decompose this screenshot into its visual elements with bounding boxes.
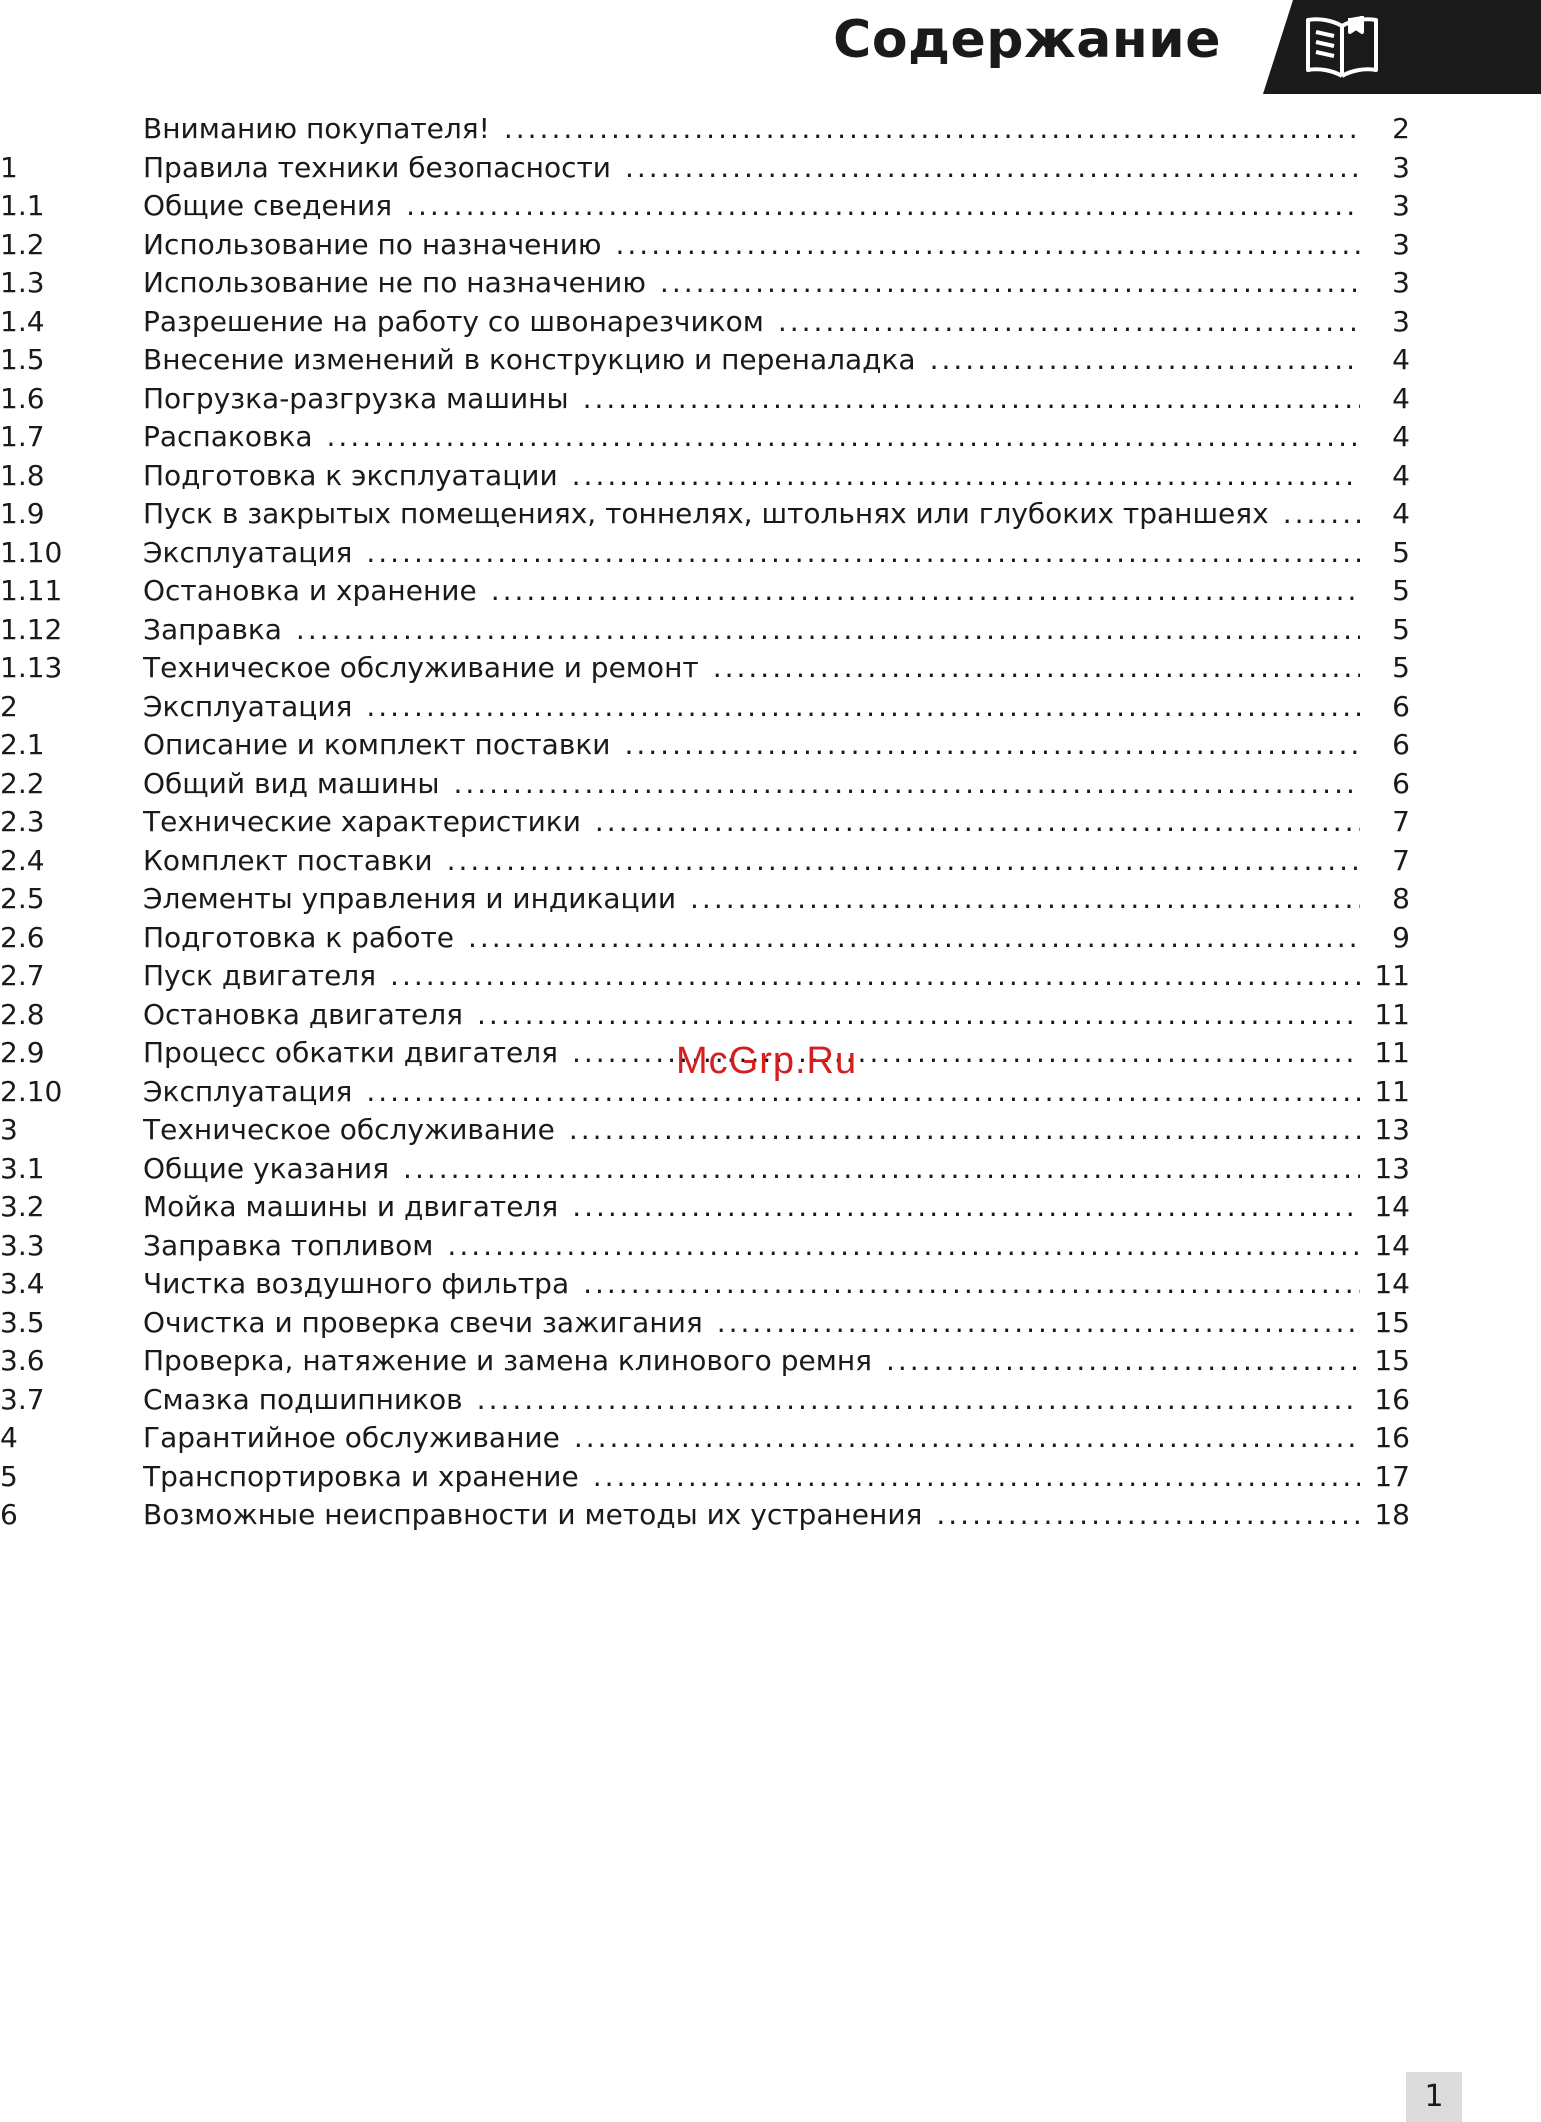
toc-row[interactable] (0, 1419, 1410, 1457)
toc-entry (143, 110, 1360, 148)
toc-page-number: 4 (1392, 458, 1410, 492)
toc-section-title: Элементы управления и индикации (143, 882, 677, 915)
toc-section-number: 2.3 (0, 805, 45, 838)
toc-page-number: 7 (1392, 805, 1410, 838)
toc-section-title: Распаковка (143, 420, 313, 453)
toc-dot-leader (327, 418, 1360, 456)
toc-page-number: 11 (1374, 959, 1410, 992)
toc-section-number: 1.3 (0, 266, 45, 299)
toc-page-number: 2 (1392, 112, 1410, 145)
toc-entry (143, 1150, 1360, 1188)
toc-entry (143, 1342, 1360, 1380)
toc-page-number: 4 (1392, 497, 1410, 530)
toc-page-number: 5 (1392, 651, 1410, 684)
toc-section-title: Вниманию покупателя! (143, 112, 490, 145)
toc-dot-leader (583, 1265, 1360, 1303)
toc-dot-leader (453, 765, 1360, 803)
toc-section-number: 2.2 (0, 766, 45, 800)
toc-entry (143, 957, 1360, 995)
toc-row[interactable] (0, 1342, 1410, 1380)
toc-entry (143, 803, 1360, 841)
toc-dot-leader (572, 1188, 1360, 1226)
toc-page-number: 3 (1392, 189, 1410, 222)
toc-row[interactable] (0, 495, 1410, 533)
toc-entry (143, 1304, 1360, 1342)
toc-dot-leader (477, 996, 1360, 1034)
toc-dot-leader (713, 649, 1360, 687)
toc-section-title: Проверка, натяжение и замена клинового ремня (143, 1344, 872, 1377)
toc-row[interactable] (0, 842, 1410, 880)
toc-section-title: Использование не по назначению (143, 266, 646, 299)
toc-section-number: 2.8 (0, 997, 45, 1031)
toc-entry (143, 187, 1360, 225)
toc-dot-leader (366, 688, 1360, 726)
toc-section-number: 2.10 (0, 1074, 63, 1108)
toc-section-number: 1.11 (0, 574, 63, 607)
toc-dot-leader (625, 149, 1360, 187)
toc-section-number: 3.7 (0, 1382, 45, 1416)
toc-entry (143, 996, 1360, 1034)
toc-section-title: Мойка машины и двигателя (143, 1190, 559, 1223)
toc-page-number: 5 (1392, 535, 1410, 569)
toc-dot-leader (936, 1496, 1360, 1534)
toc-entry (143, 457, 1360, 495)
toc-page-number: 4 (1392, 381, 1410, 415)
toc-entry (143, 1496, 1360, 1534)
toc-section-number: 1.9 (0, 497, 45, 530)
toc-entry (143, 380, 1360, 418)
toc-row[interactable] (0, 765, 1410, 803)
toc-row[interactable] (0, 187, 1410, 225)
toc-page-number: 6 (1392, 728, 1410, 761)
toc-section-title: Использование по назначению (143, 227, 602, 261)
toc-entry (143, 226, 1360, 264)
toc-dot-leader (477, 1381, 1360, 1419)
toc-section-title: Общие указания (143, 1151, 390, 1185)
toc-section-title: Эксплуатация (143, 535, 353, 569)
toc-page-number: 16 (1374, 1382, 1410, 1416)
toc-row[interactable] (0, 1227, 1410, 1265)
toc-dot-leader (366, 534, 1360, 572)
toc-dot-leader (572, 457, 1360, 495)
page-title: Содержание (833, 10, 1221, 70)
toc-row[interactable] (0, 457, 1410, 495)
toc-page-number: 4 (1392, 420, 1410, 453)
toc-section-title: Заправка (143, 612, 282, 646)
toc-entry (143, 611, 1360, 649)
toc-section-title: Подготовка к работе (143, 920, 454, 954)
toc-page-number: 6 (1392, 766, 1410, 800)
toc-row[interactable] (0, 880, 1410, 918)
toc-entry (143, 1419, 1360, 1457)
toc-section-title: Разрешение на работу со швонарезчиком (143, 304, 764, 338)
toc-row[interactable] (0, 226, 1410, 264)
toc-section-title: Пуск в закрытых помещениях, тоннелях, штольнях или глубоких траншеях (143, 497, 1269, 530)
toc-dot-leader (595, 803, 1360, 841)
toc-section-title: Эксплуатация (143, 689, 353, 723)
toc-entry (143, 149, 1360, 187)
toc-dot-leader (504, 110, 1360, 148)
watermark: McGrp.Ru (676, 1040, 858, 1082)
toc-section-title: Очистка и проверка свечи зажигания (143, 1305, 703, 1339)
toc-section-number: 1.13 (0, 651, 63, 684)
toc-section-number: 1.8 (0, 458, 45, 492)
toc-row[interactable] (0, 341, 1410, 379)
toc-row[interactable] (0, 1265, 1410, 1303)
toc-entry (143, 418, 1360, 456)
toc-section-number: 2.4 (0, 843, 45, 877)
toc-section-title: Пуск двигателя (143, 959, 377, 992)
toc-section-title: Погрузка-разгрузка машины (143, 381, 569, 415)
toc-page-number: 16 (1374, 1421, 1410, 1454)
toc-row[interactable] (0, 1496, 1410, 1534)
toc-dot-leader (886, 1342, 1360, 1380)
toc-dot-leader (930, 341, 1360, 379)
toc-section-number: 5 (0, 1459, 18, 1493)
toc-section-number: 1 (0, 150, 18, 184)
toc-entry (143, 1458, 1360, 1496)
toc-row[interactable] (0, 264, 1410, 302)
toc-page-number: 9 (1392, 920, 1410, 954)
toc-row[interactable] (0, 1150, 1410, 1188)
toc-dot-leader (406, 187, 1360, 225)
toc-section-number: 2 (0, 689, 18, 723)
toc-entry (143, 765, 1360, 803)
toc-entry (143, 1111, 1360, 1149)
toc-page-number: 18 (1374, 1498, 1410, 1531)
toc-entry (143, 1265, 1360, 1303)
toc-entry (143, 303, 1360, 341)
toc-row[interactable] (0, 919, 1410, 957)
toc-section-number: 4 (0, 1421, 18, 1454)
toc-row[interactable] (0, 726, 1410, 764)
toc-row[interactable] (0, 572, 1410, 610)
toc-section-number: 3.5 (0, 1305, 45, 1339)
toc-section-title: Эксплуатация (143, 1074, 353, 1108)
toc-section-number: 2.5 (0, 882, 45, 915)
toc-section-title: Общий вид машины (143, 766, 440, 800)
toc-row[interactable] (0, 649, 1410, 687)
toc-entry (143, 264, 1360, 302)
toc-row[interactable] (0, 418, 1410, 456)
toc-page-number: 11 (1374, 1036, 1410, 1069)
toc-page-number: 13 (1374, 1151, 1410, 1185)
toc-section-number: 2.6 (0, 920, 45, 954)
toc-page-number: 7 (1392, 843, 1410, 877)
toc-page-number: 5 (1392, 574, 1410, 607)
toc-row[interactable] (0, 1111, 1410, 1149)
toc-entry (143, 919, 1360, 957)
toc-section-title: Техническое обслуживание (143, 1113, 555, 1146)
toc-section-number: 3.4 (0, 1267, 45, 1300)
toc-dot-leader (296, 611, 1360, 649)
toc-dot-leader (690, 880, 1360, 918)
toc-entry (143, 534, 1360, 572)
toc-entry (143, 1188, 1360, 1226)
toc-section-title: Комплект поставки (143, 843, 433, 877)
toc-section-number: 1.12 (0, 612, 63, 646)
toc-row[interactable] (0, 1458, 1410, 1496)
toc-row[interactable] (0, 149, 1410, 187)
toc-page-number: 4 (1392, 343, 1410, 376)
toc-section-number: 3 (0, 1113, 18, 1146)
toc-dot-leader (390, 957, 1360, 995)
toc-page-number: 15 (1374, 1305, 1410, 1339)
toc-page-number: 13 (1374, 1113, 1410, 1146)
toc-dot-leader (366, 1073, 1360, 1111)
toc-entry (143, 726, 1360, 764)
toc-section-title: Описание и комплект поставки (143, 728, 611, 761)
toc-section-number: 3.1 (0, 1151, 45, 1185)
toc-section-title: Заправка топливом (143, 1228, 434, 1262)
toc-section-number: 1.1 (0, 189, 45, 222)
toc-section-title: Общие сведения (143, 189, 393, 222)
toc-dot-leader (616, 226, 1361, 264)
toc-section-number: 1.4 (0, 304, 45, 338)
toc-dot-leader (583, 380, 1360, 418)
toc-page-number: 11 (1374, 997, 1410, 1031)
toc-page-number: 14 (1374, 1228, 1410, 1262)
toc-section-number: 3.6 (0, 1344, 45, 1377)
toc-dot-leader (468, 919, 1360, 957)
toc-page-number: 6 (1392, 689, 1410, 723)
toc-dot-leader (569, 1111, 1360, 1149)
toc-entry (143, 1381, 1360, 1419)
toc-dot-leader (403, 1150, 1360, 1188)
toc-dot-leader (491, 572, 1360, 610)
toc-dot-leader (717, 1304, 1360, 1342)
toc-section-title: Гарантийное обслуживание (143, 1421, 560, 1454)
toc-dot-leader (778, 303, 1360, 341)
toc-row[interactable] (0, 303, 1410, 341)
toc-page-number: 14 (1374, 1190, 1410, 1223)
toc-row[interactable] (0, 110, 1410, 148)
toc-row[interactable] (0, 1304, 1410, 1342)
toc-section-title: Чистка воздушного фильтра (143, 1267, 570, 1300)
toc-section-number: 2.7 (0, 959, 45, 992)
toc-section-title: Смазка подшипников (143, 1382, 463, 1416)
toc-page-number: 3 (1392, 304, 1410, 338)
toc-dot-leader (593, 1458, 1360, 1496)
toc-row[interactable] (0, 803, 1410, 841)
toc-row[interactable] (0, 957, 1410, 995)
toc-section-title: Остановка двигателя (143, 997, 464, 1031)
toc-section-number: 1.2 (0, 227, 45, 261)
toc-entry (143, 688, 1360, 726)
toc-row[interactable] (0, 611, 1410, 649)
toc-section-number: 1.7 (0, 420, 45, 453)
toc-page-number: 15 (1374, 1344, 1410, 1377)
toc-row[interactable] (0, 534, 1410, 572)
toc-entry (143, 572, 1360, 610)
toc-entry (143, 842, 1360, 880)
toc-section-number: 1.6 (0, 381, 45, 415)
toc-row[interactable] (0, 380, 1410, 418)
toc-page-number: 8 (1392, 882, 1410, 915)
toc-entry (143, 495, 1360, 533)
toc-section-number: 1.10 (0, 535, 63, 569)
toc-page-number: 14 (1374, 1267, 1410, 1300)
page-number-badge: 1 (1406, 2072, 1462, 2122)
toc-section-title: Процесс обкатки двигателя (143, 1036, 558, 1069)
book-icon (1302, 12, 1382, 80)
toc-dot-leader (447, 1227, 1360, 1265)
toc-dot-leader (447, 842, 1360, 880)
toc-section-title: Правила техники безопасности (143, 150, 611, 184)
toc-section-number: 2.9 (0, 1036, 45, 1069)
toc-section-title: Технические характеристики (143, 805, 581, 838)
toc-section-title: Возможные неисправности и методы их устранения (143, 1498, 923, 1531)
toc-row[interactable] (0, 996, 1410, 1034)
toc-page-number: 11 (1374, 1074, 1410, 1108)
toc-entry (143, 880, 1360, 918)
toc-page-number: 3 (1392, 266, 1410, 299)
toc-dot-leader (1283, 495, 1360, 533)
toc-page-number: 3 (1392, 150, 1410, 184)
toc-row[interactable] (0, 1381, 1410, 1419)
toc-page-number: 17 (1374, 1459, 1410, 1493)
toc-section-title: Транспортировка и хранение (143, 1459, 579, 1493)
toc-page-number: 5 (1392, 612, 1410, 646)
toc-section-title: Внесение изменений в конструкцию и переналадка (143, 343, 916, 376)
toc-section-number: 1.5 (0, 343, 45, 376)
toc-entry (143, 1227, 1360, 1265)
toc-section-number: 2.1 (0, 728, 45, 761)
toc-page-number: 3 (1392, 227, 1410, 261)
toc-row[interactable] (0, 1188, 1410, 1226)
toc-section-number: 3.3 (0, 1228, 45, 1262)
toc-section-title: Техническое обслуживание и ремонт (143, 651, 699, 684)
toc-dot-leader (660, 264, 1360, 302)
toc-section-number: 3.2 (0, 1190, 45, 1223)
toc-section-number: 6 (0, 1498, 18, 1531)
toc-section-title: Остановка и хранение (143, 574, 477, 607)
toc-dot-leader (574, 1419, 1360, 1457)
toc-row[interactable] (0, 688, 1410, 726)
toc-entry (143, 341, 1360, 379)
toc-section-title: Подготовка к эксплуатации (143, 458, 558, 492)
toc-entry (143, 649, 1360, 687)
toc-dot-leader (624, 726, 1360, 764)
